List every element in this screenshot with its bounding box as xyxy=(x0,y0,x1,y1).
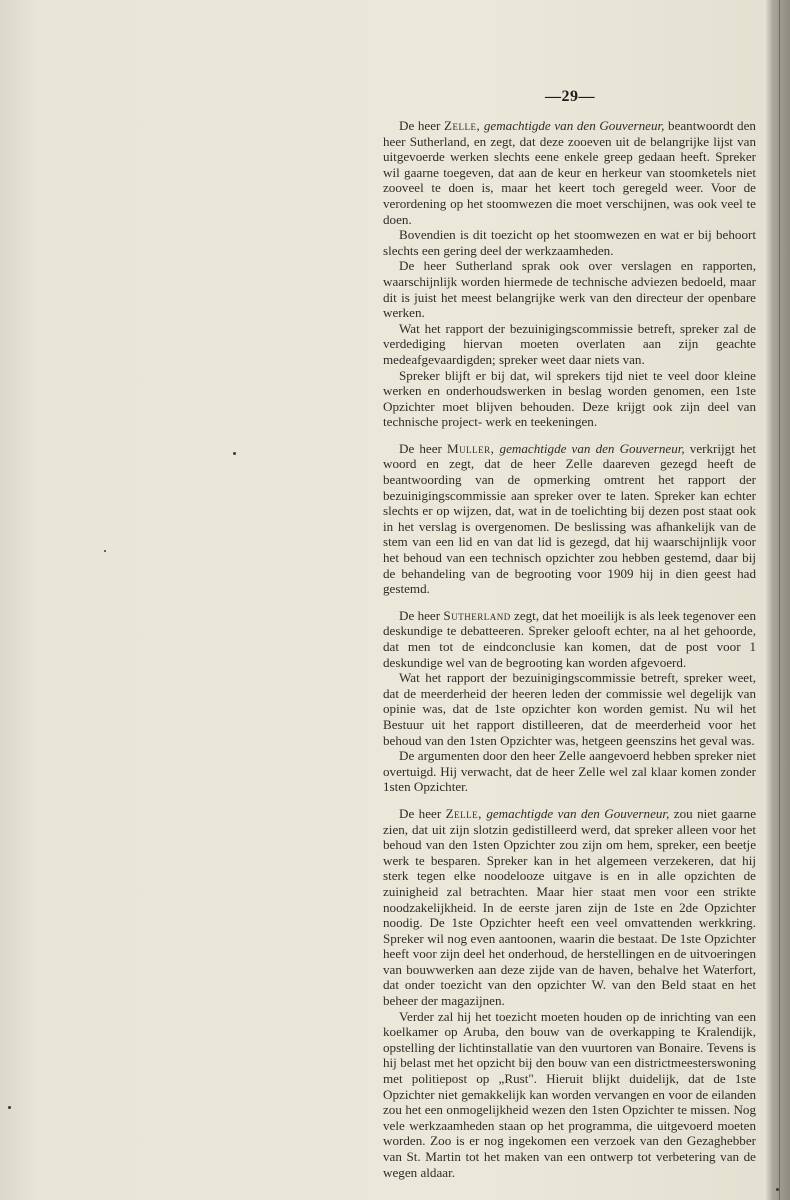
speaker-role: gemachtigde van den Gouverneur, xyxy=(483,118,665,133)
speech-paragraph xyxy=(383,441,756,597)
paragraph-text: zegt, dat het moeilijk is als leek tegenover een deskundige te debatteeren. Spreker gelooft echter, na al het gehoorde, dat men tot de eindconclusie kan komen, dat de post voor 1 deskundige wel van de begrooting kan worden afgevoerd. xyxy=(383,607,757,670)
speaker-name: Zelle, xyxy=(443,118,481,133)
speech-section xyxy=(383,441,756,597)
paragraph: Wat het rapport der bezuinigingscommissie betreft, spreker weet, dat de meerderheid der heeren leden der commissie wel degelijk van opinie was, dat de 1ste opzichter kon worden gemist. Nu wil het Bestuur uit het rapport distilleeren, dat de meerderheid voor het behoud van den 1sten Opzichter was, hetgeen geenszins het geval was. xyxy=(383,670,756,748)
speaker-name: Muller, xyxy=(447,440,495,456)
paragraph: De heer Sutherland sprak ook over verslagen en rapporten, waarschijnlijk worden hiermede de technische adviezen bedoeld, maar dit is juist het meest belangrijke werk van den directeur der openbare werken. xyxy=(383,258,756,321)
speck-mark xyxy=(104,550,106,552)
paragraph: Verder zal hij het toezicht moeten houden op de inrichting van een koelkamer op Aruba, den bouw van de overkapping te Kralendijk, opstelling der lichtinstallatie van den vuurtoren van Bonaire. Tevens is hij belast met het opzicht bij den bouw van een districtmeesterswoning met politiepost op „Rust". Hieruit blijkt duidelijk, dat de 1ste Opzichter niet gemakkelijk kan worden vervangen en voor de eilanden zou het een onmogelijkheid wezen den 1sten Opzichter te missen. Nog vele werkzaamheden staan op het programma, die uitgevoerd moeten worden. Zoo is er nog ingekomen een verzoek van den Gezaghebber van St. Martin tot het maken van een ontwerp tot verbetering van de wegen aldaar. xyxy=(383,1008,756,1180)
speaker-prefix: De heer xyxy=(399,118,441,133)
page-number: —29— xyxy=(545,88,595,105)
speaker-role: gemachtigde van den Gouverneur, xyxy=(499,440,685,456)
speech-paragraph xyxy=(383,118,756,227)
speech-section xyxy=(383,608,756,795)
speaker-role: gemachtigde van den Gouverneur, xyxy=(486,805,670,821)
speck-mark xyxy=(233,452,236,455)
speck-mark xyxy=(8,1106,11,1109)
speech-section xyxy=(383,118,756,430)
text-column xyxy=(383,118,756,1191)
speaker-prefix: De heer xyxy=(399,607,441,623)
paragraph: Spreker blijft er bij dat, wil sprekers tijd niet te veel door kleine werken en onderhoudswerken in beslag worden genomen, een 1ste Opzichter moet blijven behouden. Deze krijgt ook zijn deel van technische project- werk en teekeningen. xyxy=(383,367,756,430)
speech-section xyxy=(383,806,756,1180)
speaker-name: Sutherland xyxy=(443,607,511,623)
speaker-prefix: De heer xyxy=(399,805,442,821)
page-edge-shadow xyxy=(764,0,790,1200)
speech-paragraph xyxy=(383,608,756,670)
paragraph: Wat het rapport der bezuinigingscommissie betreft, spreker zal de verdediging hiervan moeten overlaten aan zijn geachte medeafgevaardigden; spreker weet daar niets van. xyxy=(383,320,756,367)
speaker-name: Zelle, xyxy=(445,805,482,821)
paragraph-text: zou niet gaarne zien, dat uit zijn slotzin gedistilleerd werd, dat spreker alleen voor het behoud van den 1sten Opzichter zou zijn om hem, spreker, een beetje werk te besparen. Spreker kan in het algemeen verzekeren, dat hij sterk tegen elke noodelooze uitgave is en in alle opzichten de zuinigheid zal betrachten. Maar hier staat men voor een strikte noodzakelijkheid. In de eerste jaren zijn de 1ste en 2de Opzichter noodig. De 1ste Opzichter heeft een veel omvattenden werkkring. Spreker wil nog even aantoonen, waarin die bestaat. De 1ste Opzichter heeft voor zijn deel het onderhoud, de herstellingen en de uitvoeringen van bouwwerken aan deze zijde van de haven, behalve het Waterfort, dat onder toezicht van den opzichter W. van den Beld staat en het beheer der magazijnen. xyxy=(383,805,757,1009)
paragraph-text: beantwoordt den heer Sutherland, en zegt, dat deze zooeven uit de belangrijke lijst van uitgevoerde werken slechts eene enkele greep gedaan heeft. Spreker wil gaarne toegeven, dat aan de keur en herkeur van stoomketels niet zooveel te doen is, maar het keert toch geregeld weer. Voor de verordening op het stoomwezen die moet verschijnen, was ook veel te doen. xyxy=(383,118,756,227)
speech-paragraph xyxy=(383,806,756,1009)
paragraph: Bovendien is dit toezicht op het stoomwezen en wat er bij behoort slechts een gering deel der werkzaamheden. xyxy=(383,227,756,258)
paragraph-text: verkrijgt het woord en zegt, dat de heer Zelle daareven gezegd heeft de beantwoording van de opmerking omtrent het rapport der bezuinigingscommissie aan spreker over te laten. Spreker kan echter slechts er op wijzen, dat, wat in de toelichting bij dezen post staat ook in het verslag is overgenomen. De beslissing was afhankelijk van de stem van een lid en van dat lid is gezegd, dat hij waarschijnlijk voor het behoud van een technisch opzichter zou hebben gestemd, daar bij de behandeling van de begrooting voor 1909 hij in dien geest had gestemd. xyxy=(383,440,756,597)
page-edge-line xyxy=(779,0,780,1200)
paragraph: De argumenten door den heer Zelle aangevoerd hebben spreker niet overtuigd. Hij verwacht, dat de heer Zelle wel zal klaar komen zonder 1sten Opzichter. xyxy=(383,748,756,795)
speaker-prefix: De heer xyxy=(399,440,442,456)
speck-mark xyxy=(776,1188,779,1191)
